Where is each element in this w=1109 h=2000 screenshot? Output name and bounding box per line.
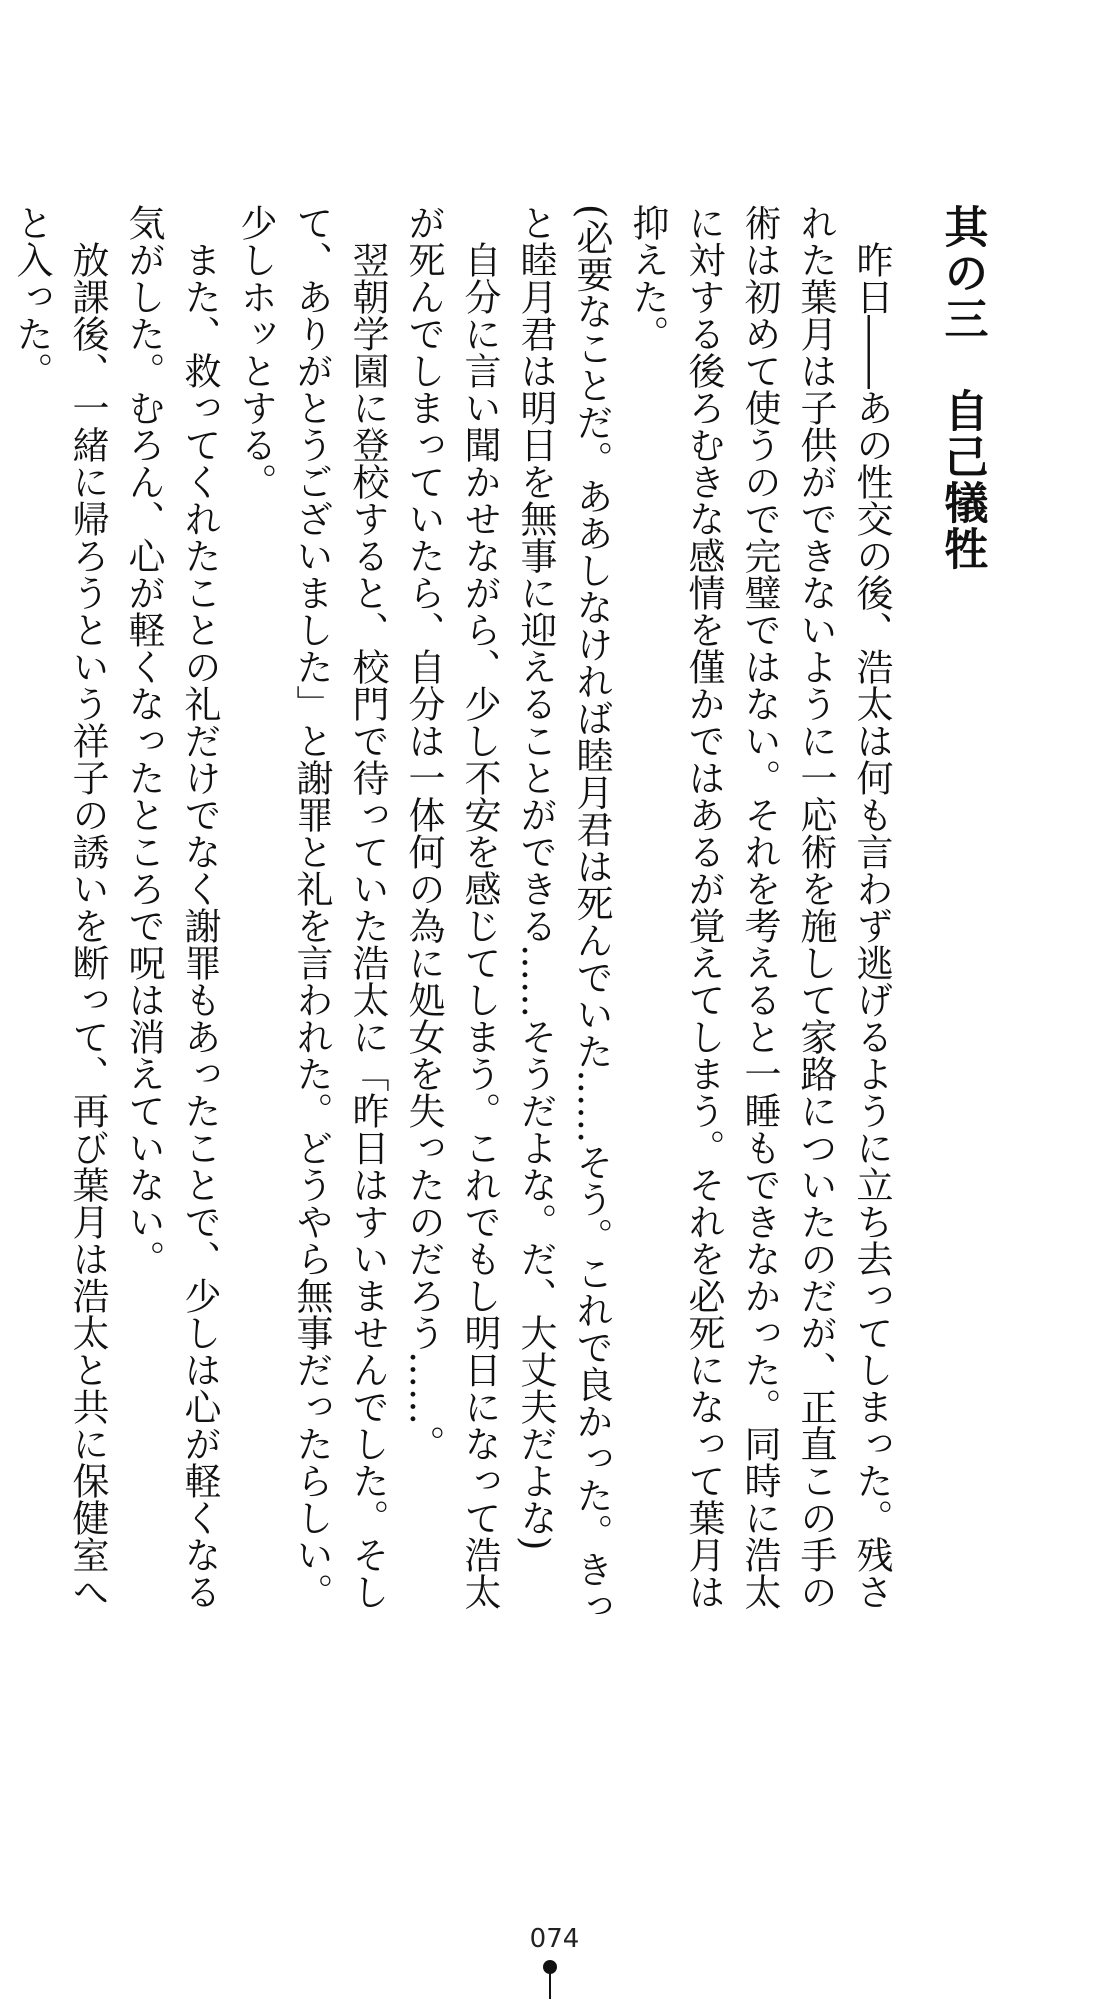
- page-marker-dot: [543, 1960, 557, 1974]
- paragraph-1: 昨日――あの性交の後、浩太は何も言わず逃げるように立ち去ってしまった。残された葉月は子供ができないように一応術を施して家路についたのだが、正直この手の術は初めて使うので完璧ではない。それを考えると一睡もできなかった。同時に浩太に対する後ろむきな感情を僅かではあるが覚えてしまう。それを必死になって葉月は抑えた。: [626, 204, 893, 1610]
- chapter-title: 其の三 自己犠牲: [936, 204, 988, 572]
- paragraph-2: (必要なことだ。ああしなければ睦月君は死んでいた……そう。これで良かった。きっと睦月君は明日を無事に迎えることができる……そうだよな。だ、大丈夫だよな): [514, 204, 613, 1625]
- paragraph-6: 放課後、一緒に帰ろうという祥子の誘いを断って、再び葉月は浩太と共に保健室へと入った。: [10, 204, 109, 1610]
- paragraph-3: 自分に言い聞かせながら、少し不安を感じてしまう。これでもし明日になって浩太が死んでしまっていたら、自分は一体何の為に処女を失ったのだろう……。: [402, 204, 501, 1610]
- paragraph-4: 翌朝学園に登校すると、校門で待っていた浩太に「昨日はすいませんでした。そして、ありがとうございました」と謝罪と礼を言われた。どうやら無事だったらしい。少しホッとする。: [234, 204, 389, 1610]
- page-number: 074: [529, 1924, 580, 1954]
- paragraph-5: また、救ってくれたことの礼だけでなく謝罪もあったことで、少しは心が軽くなる気がした。むろん、心が軽くなったところで呪は消えていない。: [122, 204, 221, 1610]
- body-text: [3, 204, 899, 1644]
